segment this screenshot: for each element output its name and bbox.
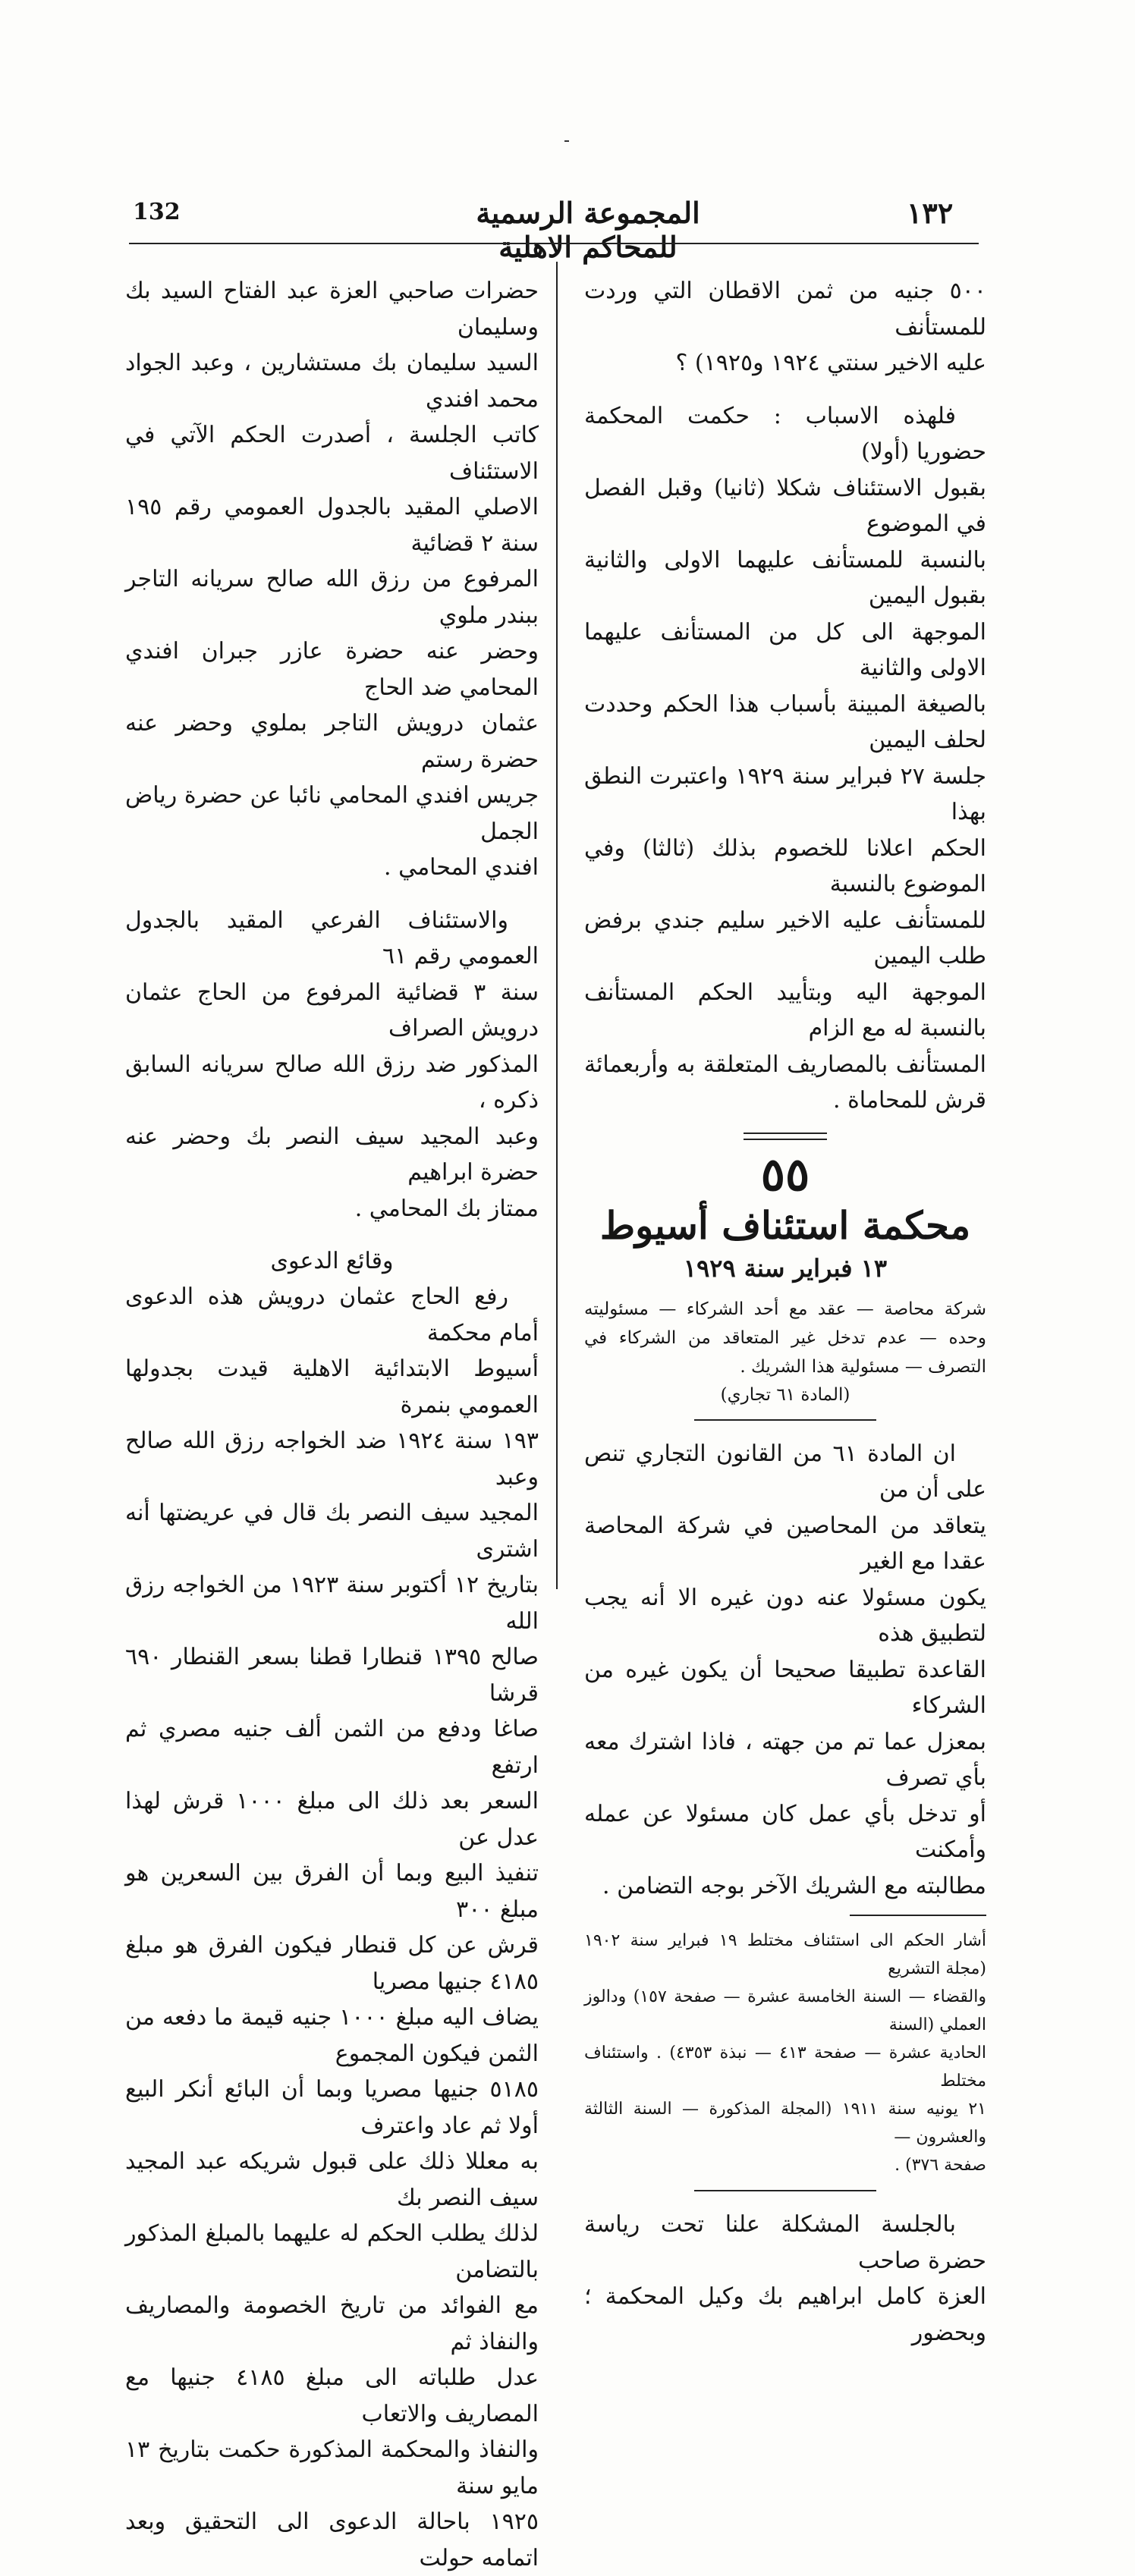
text-line: المرفوع من رزق الله صالح سريانه التاجر ببندر ملوي [125,566,539,629]
text-line: بالنسبة للمستأنف عليهما الاولى والثانية بقبول اليمين [584,546,986,609]
text-line: ١٩٢٥ باحالة الدعوى الى التحقيق وبعد اتمامه حولت [125,2508,539,2571]
top-mark [564,140,569,142]
column-divider [556,262,558,1589]
page-number-arabic: ١٣٢ [907,196,954,230]
text-line: سنة ٣ قضائية المرفوع من الحاج عثمان درويش الصراف [125,979,539,1041]
text-line: ان المادة ٦١ من القانون التجاري تنص على أن من [584,1440,986,1503]
text-line: كاتب الجلسة ، أصدرت الحكم الآتي في الاستئناف [125,422,539,485]
text-line: وعبد المجيد سيف النصر بك وحضر عنه حضرة ابراهيم [125,1123,539,1186]
footnote-end-rule [694,2190,876,2191]
judgment-date: ١٣ فبراير سنة ١٩٢٩ [683,1253,888,1283]
text-line: فلهذه الاسباب : حكمت المحكمة حضوريا (أولا) [584,402,986,465]
text-line: عدل طلباته الى مبلغ ٤١٨٥ جنيها مع المصاريف والاتعاب [125,2364,539,2427]
text-line: الاصلي المقيد بالجدول العمومي رقم ١٩٥ سنة ٢ قضائية [125,494,539,557]
article-reference: (المادة ٦١ تجاري) [720,1384,850,1405]
text-line: بالجلسة المشكلة علنا تحت رياسة حضرة صاحب [584,2211,986,2274]
case-summary: شركة محاصة — عقد مع أحد الشركاء — مسئوليته وحده — عدم تدخل غير المتعاقد من الشركاء في التصرف — مسئولية هذا الشريك . [584,1299,986,1377]
text-line: القاعدة تطبيقا صحيحا أن يكون غيره من الشركاء [584,1656,986,1719]
text-line: المجيد سيف النصر بك قال في عريضتها أنه اشترى [125,1500,539,1563]
text-line: المستأنف بالمصاريف المتعلقة به وأربعمائة قرش للمحاماة . [584,1051,986,1114]
text-line: يضاف اليه مبلغ ١٠٠٠ جنيه قيمة ما دفعه من الثمن فيكون المجموع [125,2004,539,2067]
footnote-rule [850,1915,986,1916]
text-line: رفع الحاج عثمان درويش هذه الدعوى أمام محكمة [125,1283,539,1346]
header-rule [129,243,979,244]
text-line: بمعزل عما تم من جهته ، فاذا اشترك معه بأي تصرف [584,1728,986,1791]
page-number-latin: 132 [133,199,181,225]
text-line: مطالبته مع الشريك الآخر بوجه التضامن . [602,1872,986,1899]
text-line: العزة كامل ابراهيم بك وكيل المحكمة ؛ وبحضور [584,2283,986,2346]
text-line: جريس افندي المحامي نائبا عن حضرة رياض الجمل [125,782,539,845]
text-line: حضرات صاحبي العزة عبد الفتاح السيد بك وسليمان [125,278,539,341]
footnote-line: أشار الحكم الى استئناف مختلط ١٩ فبراير سنة ١٩٠٢ (مجلة التشريع [584,1931,987,1978]
text-line: يتعاقد من المحاصين في شركة المحاصة عقدا مع الغير [584,1512,986,1575]
text-line: المذكور ضد رزق الله صالح سريانه السابق ذكره ، [125,1051,539,1114]
summary-divider [694,1419,876,1421]
text-line: الحكم اعلانا للخصوم بذلك (ثالثا) وفي الموضوع بالنسبة [584,834,986,897]
text-line: ١٩٣ سنة ١٩٢٤ ضد الخواجه رزق الله صالح وعبد [125,1428,539,1491]
running-title: المجموعة الرسمية للمحاكم الاهلية [476,196,700,264]
footnote-line: صفحة ٣٧٦) . [894,2156,986,2175]
text-line: افندي المحامي . [384,854,539,881]
text-line: مع الفوائد من تاريخ الخصومة والمصاريف والنفاذ ثم [125,2292,539,2355]
section-heading: وقائع الدعوى [270,1248,394,1274]
text-line: للمستأنف عليه الاخير سليم جندي برفض طلب اليمين [584,906,986,969]
text-line: جلسة ٢٧ فبراير سنة ١٩٢٩ واعتبرت النطق بهذا [584,762,986,825]
footnote-line: ٢١ يونيه سنة ١٩١١ (المجلة المذكورة — السنة الثالثة والعشرون — [584,2100,986,2147]
footnote-line: الحادية عشرة — صفحة ٤١٣ — نبذة ٤٣٥٣) . واستئناف مختلط [584,2044,986,2091]
section-divider [744,1132,827,1140]
text-line: والنفاذ والمحكمة المذكورة حكمت بتاريخ ١٣ مايو سنة [125,2436,539,2499]
text-line: السعر بعد ذلك الى مبلغ ١٠٠٠ قرش لهذا عدل عن [125,1788,539,1851]
text-line: ٥١٨٥ جنيها مصريا وبما أن البائع أنكر البيع أولا ثم عاد واعترف [125,2076,539,2139]
court-title: محكمة استئناف أسيوط [599,1202,971,1248]
text-line: الموجهة اليه وبتأييد الحكم المستأنف بالنسبة له مع الزام [584,979,986,1041]
footnote-line: والقضاء — السنة الخامسة عشرة — صفحة ١٥٧) ودالوز العملي (السنة [584,1987,986,2034]
text-line: عليه الاخير سنتي ١٩٢٤ و١٩٢٥) ؟ [675,350,986,376]
text-line: بالصيغة المبينة بأسباب هذا الحكم وحددت لحلف اليمين [584,690,986,753]
text-line: ممتاز بك المحامي . [354,1195,539,1222]
left-column [125,273,539,2576]
text-line: صالح ١٣٩٥ قنطارا قطنا بسعر القنطار ٦٩٠ قرشا [125,1644,539,1707]
text-line: يكون مسئولا عنه دون غيره الا أنه يجب لتطبيق هذه [584,1584,986,1647]
text-line: ٥٠٠ جنيه من ثمن الاقطان التي وردت للمستأنف [584,278,986,341]
text-line: بقبول الاستئناف شكلا (ثانيا) وقبل الفصل في الموضوع [584,474,986,537]
text-line: أسيوط الابتدائية الاهلية قيدت بجدولها العمومي بنمرة [125,1356,539,1418]
text-line: تنفيذ البيع وبما أن الفرق بين السعرين هو مبلغ ٣٠٠ [125,1860,539,1923]
text-line: السيد سليمان بك مستشارين ، وعبد الجواد محمد افندي [125,350,539,413]
text-line: بتاريخ ١٢ أكتوبر سنة ١٩٢٣ من الخواجه رزق الله [125,1572,539,1635]
case-number: ٥٥ [760,1148,810,1202]
right-column [584,273,986,2351]
text-line: صاغا ودفع من الثمن ألف جنيه مصري ثم ارتفع [125,1716,539,1779]
text-line: وحضر عنه حضرة عازر جبران افندي المحامي ضد الحاج [125,638,539,701]
text-line: قرش عن كل قنطار فيكون الفرق هو مبلغ ٤١٨٥ جنيها مصريا [125,1932,539,1995]
text-line: الموجهة الى كل من المستأنف عليهما الاولى والثانية [584,618,986,681]
text-line: لذلك يطلب الحكم له عليهما بالمبلغ المذكور بالتضامن [125,2220,539,2283]
text-line: به معللا ذلك على قبول شريكه عبد المجيد سيف النصر بك [125,2148,539,2211]
text-line: أو تدخل بأي عمل كان مسئولا عن عمله وأمكنت [584,1800,986,1863]
text-line: والاستئناف الفرعي المقيد بالجدول العمومي رقم ٦١ [125,906,539,969]
text-line: عثمان درويش التاجر بملوي وحضر عنه حضرة رستم [125,710,539,773]
